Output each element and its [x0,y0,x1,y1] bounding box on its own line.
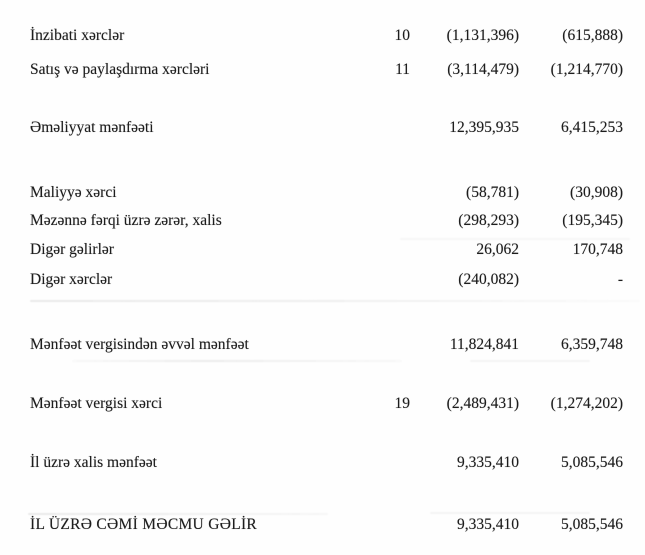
value-col2: 170,748 [572,241,623,258]
table-row [0,183,645,202]
value-col1: 9,335,410 [457,516,519,533]
value-col1: (1,131,396) [446,27,519,44]
value-col1: 12,395,935 [449,119,519,136]
table-row [0,240,645,259]
value-col1: (240,082) [458,271,519,288]
value-col1: 11,824,841 [449,336,519,353]
scan-artifact-line [430,512,590,514]
row-label: Digər xərclər [30,271,113,288]
table-row [0,60,645,79]
row-label: İL ÜZRƏ CƏMİ MƏCMU GƏLİR [30,516,258,533]
row-label: Digər gəlirlər [30,241,114,258]
value-col2: 5,085,546 [561,516,623,533]
row-label: İl üzrə xalis mənfəət [30,454,157,471]
row-label: Məzənnə fərqi üzrə zərər, xalis [30,212,222,229]
value-col2: 5,085,546 [561,454,623,471]
value-col1: 9,335,410 [457,454,519,471]
table-row [0,394,645,413]
value-col2: 6,359,748 [561,336,623,353]
value-col2: - [617,271,623,288]
row-label: Əməliyyat mənfəəti [30,119,154,136]
table-row [0,118,645,137]
row-label: Maliyyə xərci [30,184,117,201]
table-row [0,26,645,45]
table-row [0,453,645,472]
scan-artifact-line [470,360,590,362]
row-label: İnzibati xərclər [30,27,125,44]
value-col2: (1,274,202) [550,395,623,412]
note-cell: 10 [394,27,410,44]
row-label: Satış və paylaşdırma xərcləri [30,61,210,78]
note-cell: 19 [394,395,410,412]
value-col1: (298,293) [458,212,519,229]
value-col1: (58,781) [466,184,519,201]
row-label: Mənfəət vergisindən əvvəl mənfəət [30,336,249,353]
scan-artifact-line [72,360,402,362]
table-row [0,335,645,354]
value-col1: (3,114,479) [447,61,519,78]
row-label: Mənfəət vergisi xərci [30,395,163,412]
note-cell: 11 [395,61,410,78]
value-col1: 26,062 [476,241,519,258]
value-col1: (2,489,431) [446,395,519,412]
value-col2: (615,888) [562,27,623,44]
table-row [0,515,645,534]
table-row [0,211,645,230]
value-col2: (195,345) [562,212,623,229]
value-col2: (30,908) [570,184,623,201]
value-col2: (1,214,770) [550,61,623,78]
value-col2: 6,415,253 [561,119,623,136]
scan-artifact-line [30,300,640,302]
table-row [0,270,645,289]
